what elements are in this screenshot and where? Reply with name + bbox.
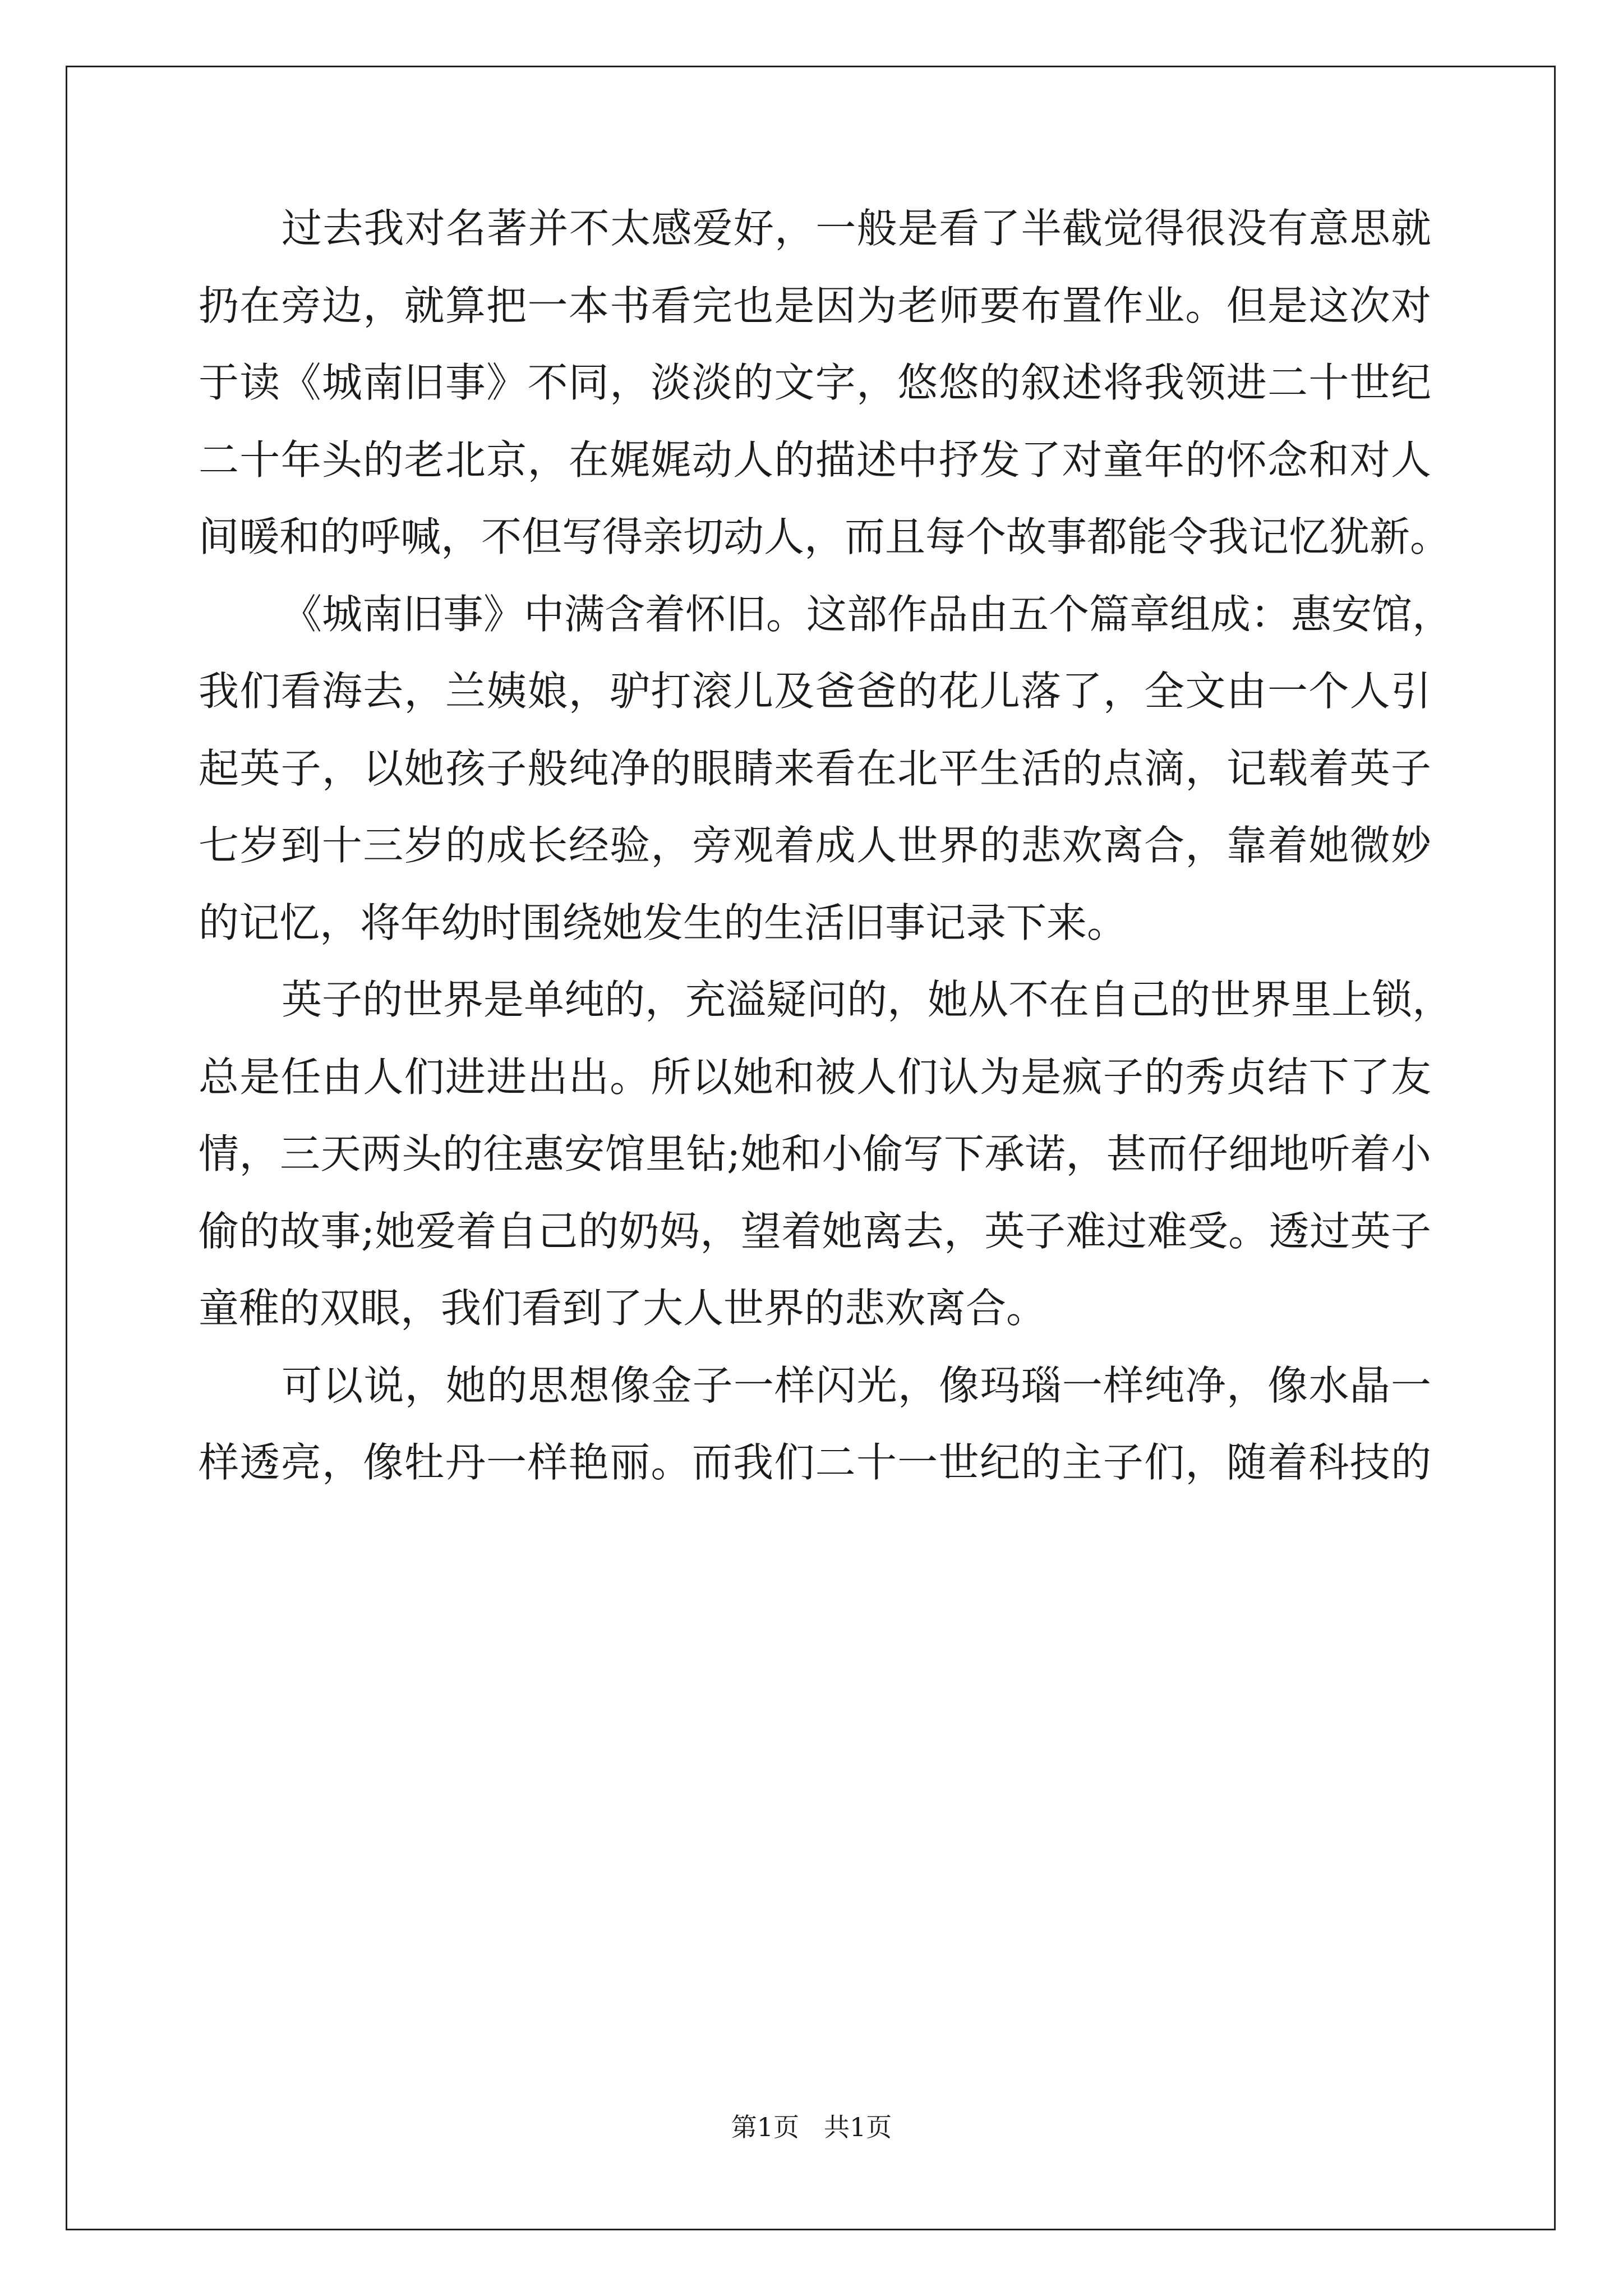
text-line: 童稚的双眼，我们看到了大人世界的悲欢离合。 [199,1285,1047,1332]
text-line: 偷的故事;她爱着自己的奶妈，望着她离去，英子难过难受。透过英子 [199,1208,1431,1255]
text-line: 总是任由人们进进出出。所以她和被人们认为是疯子的秀贞结下了友 [199,1053,1431,1101]
text-line: 情，三天两头的往惠安馆里钻;她和小偷写下承诺，甚而仔细地听着小 [199,1130,1431,1177]
page-number: 第1页 [731,2112,800,2142]
text-line: 我们看海去，兰姨娘，驴打滚儿及爸爸的花儿落了，全文由一个人引 [199,668,1431,715]
text-line: 间暖和的呼喊，不但写得亲切动人，而且每个故事都能令我记忆犹新。 [199,513,1451,560]
page-total: 共1页 [823,2112,892,2142]
text-line: 扔在旁边，就算把一本书看完也是因为老师要布置作业。但是这次对 [199,282,1431,329]
page-footer [0,2110,1623,2144]
text-line: 英子的世界是单纯的，充溢疑问的，她从不在自己的世界里上锁， [282,976,1453,1023]
text-line: 的记忆，将年幼时围绕她发生的生活旧事记录下来。 [199,899,1128,946]
text-line: 样透亮，像牡丹一样艳丽。而我们二十一世纪的主子们，随着科技的 [199,1439,1431,1486]
text-line: 过去我对名著并不太感爱好，一般是看了半截觉得很没有意思就 [282,205,1431,252]
text-line: 七岁到十三岁的成长经验，旁观着成人世界的悲欢离合，靠着她微妙 [199,822,1431,869]
text-line: 起英子，以她孩子般纯净的眼睛来看在北平生活的点滴，记载着英子 [199,745,1431,792]
text-line: 可以说，她的思想像金子一样闪光，像玛瑙一样纯净，像水晶一 [282,1362,1431,1409]
text-line: 《城南旧事》中满含着怀旧。这部作品由五个篇章组成：惠安馆， [282,591,1453,638]
text-line: 于读《城南旧事》不同，淡淡的文字，悠悠的叙述将我领进二十世纪 [199,359,1431,406]
text-line: 二十年头的老北京，在娓娓动人的描述中抒发了对童年的怀念和对人 [199,436,1431,484]
